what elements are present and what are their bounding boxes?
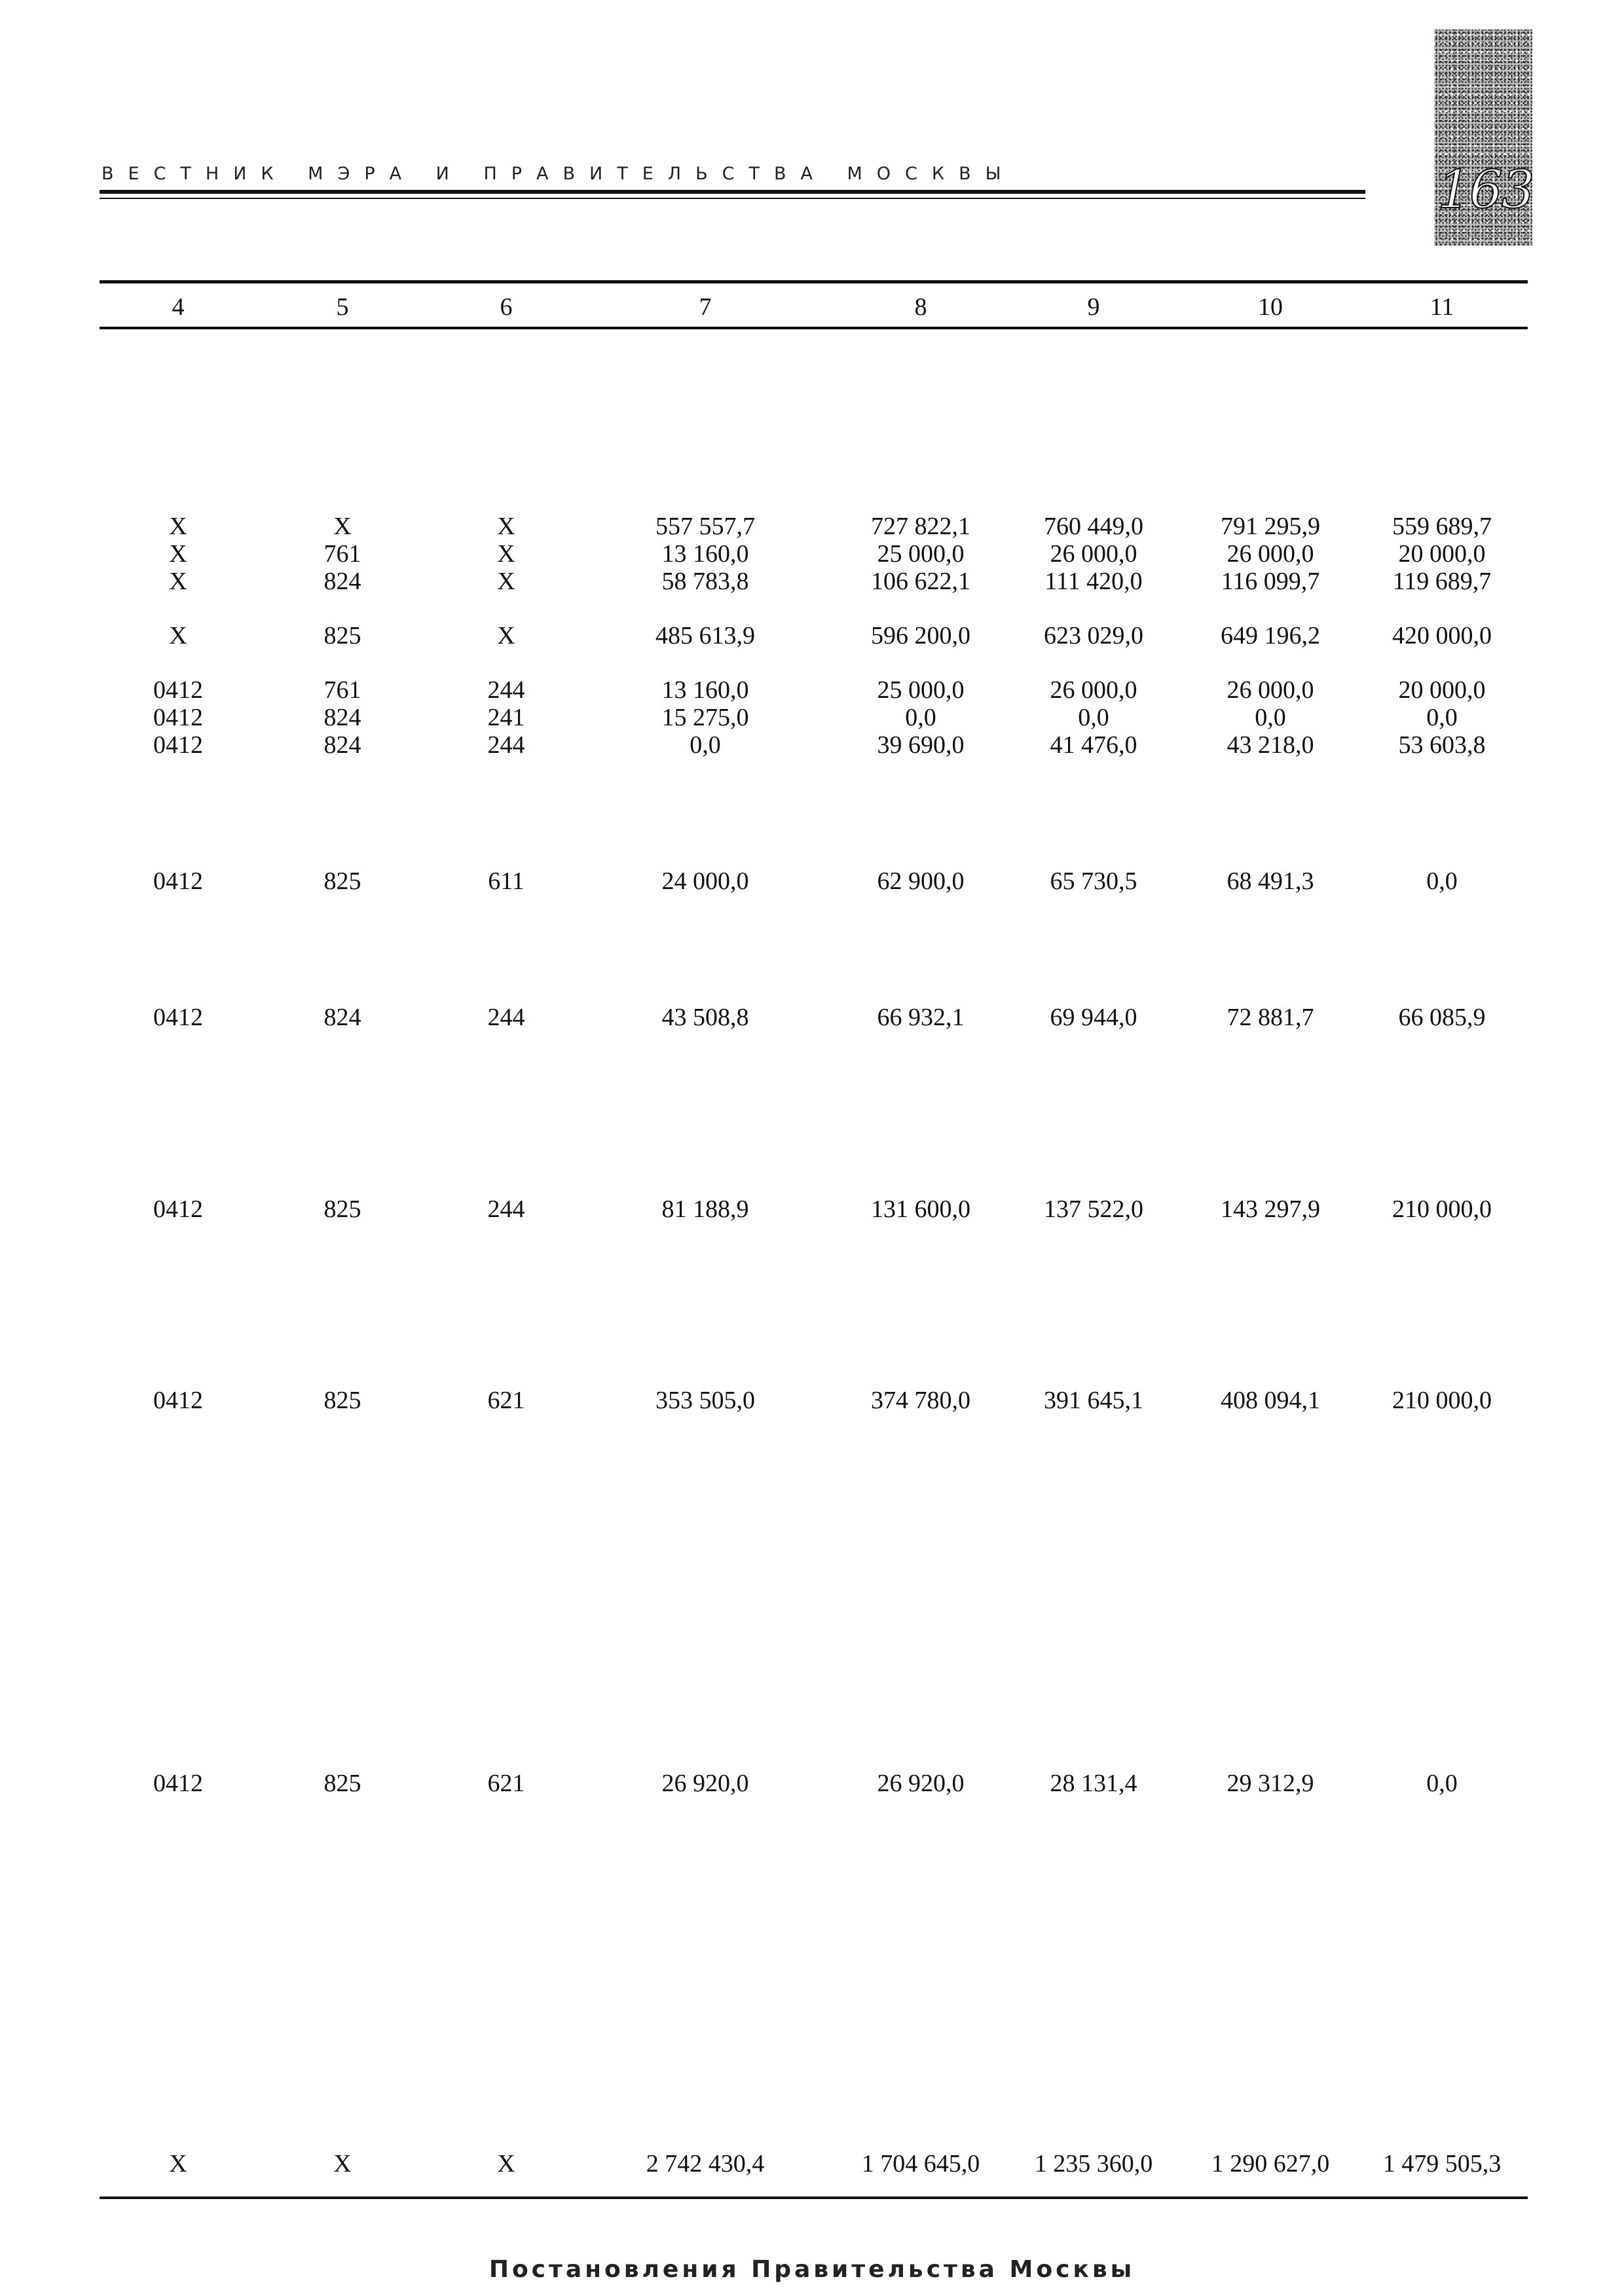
- table-cell: 0412: [153, 704, 203, 731]
- table-cell: 1 235 360,0: [1034, 2150, 1153, 2178]
- table-cell: 116 099,7: [1221, 568, 1320, 595]
- section-title: Постановления Правительства Москвы: [489, 2256, 1135, 2283]
- table-cell: Х: [497, 513, 515, 540]
- table-cell: 825: [323, 1387, 361, 1414]
- column-header: 7: [699, 293, 712, 321]
- table-cell: 0412: [153, 676, 203, 704]
- table-cell: 611: [488, 867, 525, 895]
- table-header-rule: [100, 327, 1528, 329]
- table-cell: 43 218,0: [1227, 731, 1314, 759]
- table-cell: 111 420,0: [1044, 568, 1143, 595]
- table-cell: Х: [169, 622, 187, 649]
- table-cell: 106 622,1: [871, 568, 970, 595]
- table-cell: 824: [323, 1004, 361, 1031]
- table-cell: 0,0: [1426, 1770, 1458, 1797]
- table-cell: 761: [323, 540, 361, 568]
- table-cell: 825: [323, 867, 361, 895]
- table-cell: 241: [487, 704, 525, 731]
- table-cell: 353 505,0: [655, 1387, 755, 1414]
- table-cell: 0,0: [1426, 704, 1458, 731]
- table-cell: 131 600,0: [871, 1195, 970, 1223]
- table-cell: 20 000,0: [1398, 676, 1486, 704]
- table-cell: 244: [487, 1195, 525, 1223]
- column-header: 10: [1258, 293, 1283, 321]
- table-cell: 26 920,0: [877, 1770, 965, 1797]
- table-cell: 58 783,8: [661, 568, 749, 595]
- table-cell: Х: [169, 540, 187, 568]
- table-cell: 825: [323, 622, 361, 649]
- table-cell: Х: [169, 513, 187, 540]
- table-cell: 420 000,0: [1392, 622, 1492, 649]
- journal-title: ВЕСТНИК МЭРА И ПРАВИТЕЛЬСТВА МОСКВЫ: [101, 164, 1016, 184]
- table-cell: 62 900,0: [877, 867, 965, 895]
- table-cell: 53 603,8: [1398, 731, 1486, 759]
- table-cell: 26 000,0: [1050, 540, 1137, 568]
- table-cell: Х: [333, 513, 352, 540]
- table-cell: 0,0: [1255, 704, 1286, 731]
- table-cell: 26 920,0: [661, 1770, 749, 1797]
- table-cell: 825: [323, 1770, 361, 1797]
- table-cell: 649 196,2: [1221, 622, 1320, 649]
- table-cell: 39 690,0: [877, 731, 965, 759]
- table-cell: 244: [487, 1004, 525, 1031]
- table-cell: 824: [323, 568, 361, 595]
- table-cell: 68 491,3: [1227, 867, 1314, 895]
- table-cell: 761: [323, 676, 361, 704]
- table-cell: Х: [169, 568, 187, 595]
- column-header: 5: [336, 293, 349, 321]
- table-cell: 26 000,0: [1227, 676, 1314, 704]
- table-cell: 66 932,1: [877, 1004, 965, 1031]
- table-cell: 143 297,9: [1221, 1195, 1320, 1223]
- table-cell: 0412: [153, 1195, 203, 1223]
- table-cell: 623 029,0: [1044, 622, 1143, 649]
- table-cell: Х: [497, 622, 515, 649]
- table-cell: 0,0: [1078, 704, 1109, 731]
- table-cell: Х: [497, 568, 515, 595]
- table-cell: 0412: [153, 1387, 203, 1414]
- table-cell: 0,0: [1426, 867, 1458, 895]
- table-cell: Х: [169, 2150, 187, 2178]
- table-cell: 244: [487, 731, 525, 759]
- page-number: 163: [1437, 159, 1534, 220]
- table-cell: 824: [323, 731, 361, 759]
- table-cell: Х: [497, 540, 515, 568]
- table-cell: 374 780,0: [871, 1387, 970, 1414]
- table-cell: 559 689,7: [1392, 513, 1492, 540]
- table-cell: 24 000,0: [661, 867, 749, 895]
- table-cell: 0,0: [905, 704, 936, 731]
- table-cell: Х: [333, 2150, 352, 2178]
- table-cell: 66 085,9: [1398, 1004, 1486, 1031]
- table-cell: 28 131,4: [1050, 1770, 1137, 1797]
- table-cell: 825: [323, 1195, 361, 1223]
- table-cell: 119 689,7: [1392, 568, 1492, 595]
- table-cell: 557 557,7: [655, 513, 755, 540]
- table-cell: 210 000,0: [1392, 1387, 1492, 1414]
- table-cell: 485 613,9: [655, 622, 755, 649]
- table-top-rule: [100, 280, 1528, 283]
- table-cell: 791 295,9: [1221, 513, 1320, 540]
- table-cell: 1 704 645,0: [861, 2150, 980, 2178]
- table-cell: 25 000,0: [877, 540, 965, 568]
- column-header: 11: [1430, 293, 1454, 321]
- table-cell: 137 522,0: [1044, 1195, 1143, 1223]
- table-cell: 20 000,0: [1398, 540, 1486, 568]
- table-cell: 596 200,0: [871, 622, 970, 649]
- table-cell: 15 275,0: [661, 704, 749, 731]
- table-cell: 210 000,0: [1392, 1195, 1492, 1223]
- table-cell: 824: [323, 704, 361, 731]
- table-cell: 13 160,0: [661, 540, 749, 568]
- table-cell: 81 188,9: [661, 1195, 749, 1223]
- table-cell: 26 000,0: [1227, 540, 1314, 568]
- table-cell: 1 290 627,0: [1211, 2150, 1330, 2178]
- table-cell: Х: [497, 2150, 515, 2178]
- table-cell: 408 094,1: [1221, 1387, 1320, 1414]
- table-cell: 760 449,0: [1044, 513, 1143, 540]
- table-cell: 25 000,0: [877, 676, 965, 704]
- table-cell: 69 944,0: [1050, 1004, 1137, 1031]
- table-cell: 621: [487, 1770, 525, 1797]
- table-cell: 0412: [153, 1004, 203, 1031]
- header-rule-thin: [100, 198, 1365, 199]
- table-cell: 41 476,0: [1050, 731, 1137, 759]
- table-cell: 13 160,0: [661, 676, 749, 704]
- table-cell: 391 645,1: [1044, 1387, 1143, 1414]
- column-header: 6: [500, 293, 513, 321]
- table-cell: 2 742 430,4: [646, 2150, 765, 2178]
- table-cell: 0412: [153, 1770, 203, 1797]
- table-cell: 43 508,8: [661, 1004, 749, 1031]
- table-cell: 72 881,7: [1227, 1004, 1314, 1031]
- table-cell: 727 822,1: [871, 513, 970, 540]
- table-cell: 0412: [153, 731, 203, 759]
- column-header: 8: [914, 293, 927, 321]
- header-rule-thick: [100, 190, 1365, 194]
- column-header: 4: [172, 293, 185, 321]
- table-cell: 0,0: [690, 731, 721, 759]
- table-cell: 1 479 505,3: [1382, 2150, 1502, 2178]
- table-cell: 26 000,0: [1050, 676, 1137, 704]
- column-header: 9: [1087, 293, 1100, 321]
- table-cell: 29 312,9: [1227, 1770, 1314, 1797]
- table-cell: 65 730,5: [1050, 867, 1137, 895]
- table-cell: 0412: [153, 867, 203, 895]
- table-bottom-rule: [100, 2196, 1528, 2199]
- table-cell: 244: [487, 676, 525, 704]
- table-cell: 621: [487, 1387, 525, 1414]
